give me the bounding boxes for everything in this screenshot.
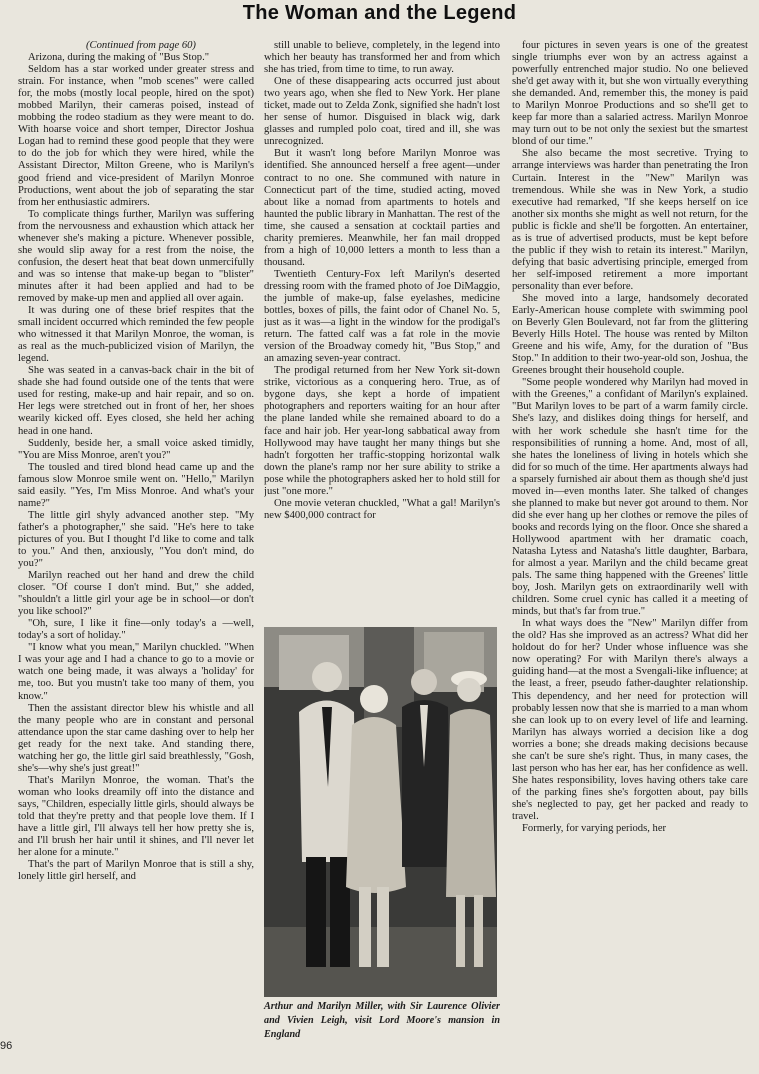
paragraph: Then the assistant director blew his whistle and all the many people who are in constant and personal attendance upon the star came dashing over to help her get ready for the next take. And standing there, watching her go, the little girl said breathlessly, "Gosh, she's—why she's just great!" [18,702,254,774]
paragraph: The little girl shyly advanced another step. "My father's a photographer," she said. "He's here to take pictures of you. But I thought I'd like to come and talk to you." And then, anxiously, "You don't mind, do you?" [18,509,254,570]
column-3 [512,40,748,1060]
paragraph: "I know what you mean," Marilyn chuckled. "When I was your age and I had a chance to go to a movie or watch one being made, it was always a 'holiday' for me, too. But you mustn't take too many of them, you know." [18,642,254,702]
paragraph: In what ways does the "New" Marilyn differ from the old? Has she improved as an actress? What did her holdout do for her? Under whose influence was she now operating? For with Marilyn there's always a guiding hand—at the most a Svengali-like influence; at the least, a freer, pseudo father-daughter relationship. This dependency, and her need for protection will probably lessen now that she is married to a man whom she can look up to on every level of life and learning. Marilyn has always worried a decision like a dog worries a bone; she dreads making decisions because she can't be sure she's right. Thus, in many cases, the last person who has her ear, has her confidence as well. She hates responsibility, loves having others take care of the parking fines she's forgotten about, pay bills she's neglected to pay, get her packed and ready to travel. [512,618,748,822]
paragraph: Suddenly, beside her, a small voice asked timidly, "You are Miss Monroe, aren't you?" [18,437,254,461]
photograph [264,627,497,997]
paragraph: She moved into a large, handsomely decorated Early-American house complete with swimming pool on Beverly Glen Boulevard, not far from the glittering Beverly Hills Hotel. The house was rented by Milton Greene and his wife, Amy, for the duration of "Bus Stop." In addition to their two-year-old son, Joshua, the Greenes brought their household couple. [512,292,748,377]
paragraph: "Oh, sure, I like it fine—only today's a —well, today's a sort of holiday." [18,618,254,642]
page-title: The Woman and the Legend [242,2,517,24]
paragraph: It was during one of these brief respites that the small incident occurred which reminded the few people who witnessed it that Marilyn Monroe, the woman, is as real as the much-publicized vision of Marilyn, the legend. [18,305,254,365]
paragraph: The tousled and tired blond head came up and the famous slow Monroe smile went on. "Hello," Marilyn said easily. "Yes, I'm Miss Monroe. And what's your name?" [18,461,254,509]
paragraph: Marilyn reached out her hand and drew the child closer. "Of course I don't mind. But," she added, "shouldn't a little girl your age be in school—or don't you like school?" [18,570,254,618]
paragraph: To complicate things further, Marilyn was suffering from the nervousness and exhaustion which attack her whenever she's making a picture. Whenever possible, she would slip away for a rest from the noise, the confusion, the desert heat that beat down unmercifully and was so intense that make-up began to "blister" minutes after it had been applied and had to be removed by make-up men and applied all over again. [18,208,254,304]
paragraph: Formerly, for varying periods, her [522,823,667,835]
photo-illustration [264,627,497,997]
paragraph: That's the part of Marilyn Monroe that is still a shy, lonely little girl herself, and [18,859,254,883]
photo-caption: Arthur and Marilyn Miller, with Sir Laurence Olivier and Vivien Leigh, visit Lord Moore's mansion in England [264,1001,500,1040]
paragraph: "Some people wondered why Marilyn had moved in with the Greenes," a confidant of Marilyn's explained. "But Marilyn loves to be part of a warm family circle. She's lazy, and dislikes doing things for herself, and with her work schedule she hasn't time for the responsibilities of running a home. And, most of all, she hates the loneliness of living in hotels which she did for so much of the time. Her apartments always had a sparsely furnished air about them as though she'd just moved in—even months later. She talked of changes she planned to make but never got around to them. Nor did she ever hang up her clothes or remove the piles of books and records lying on the floor. Once she shared a Hollywood apartment with her dramatic coach, Natasha Lytess and Natasha's little daughter, Barbara, for almost a year. Marilyn and the child became great pals. The same thing happened with the Greenes' little boy, Josh. Marilyn gets on extraordinarily well with children. Some cruel cynic has called it a meeting of minds, but that's far from true." [512,377,748,618]
paragraph: Twentieth Century-Fox left Marilyn's deserted dressing room with the framed photo of Joe DiMaggio, the jumble of make-up, false eyelashes, medicine bottles, boxes of pills, the faint odor of Chanel No. 5, just as it was—a light in the window for the prodigal's return. The fatted calf was a fat role in the movie version of the Broadway comedy hit, "Bus Stop," and an amazing seven-year contract. [264,268,500,365]
column-1 [18,40,254,1055]
column-2 [264,40,500,620]
paragraph: still unable to believe, completely, in the legend into which her beauty has transformed her and from which she has tried, from time to time, to run away. [264,40,500,76]
paragraph: Arizona, during the making of "Bus Stop." [28,52,210,64]
paragraph: One of these disappearing acts occurred just about two years ago, when she fled to New York. Her plane ticket, made out to Zelda Zonk, signified she hadn't lost her sense of humor. Disguised in black wig, dark glasses and rumpled polo coat, tired and ill, she was unrecognized. [264,76,500,148]
paragraph: She was seated in a canvas-back chair in the bit of shade she had found outside one of the tents that were used for resting, make-up and hair repair, and so on. Her legs were stretched out in front of her, her shoes wearily kicked off. Eyes closed, she held her aching head in one hand. [18,365,254,437]
paragraph: Seldom has a star worked under greater stress and strain. For instance, when "mob scenes" were called for, the mobs (mostly local people, hired on the spot) mobbed Marilyn, their cameras poised, instead of mobbing the rodeo stadium as they were meant to do. With hoarse voice and short temper, Director Joshua Logan had to remind these good people that they were to do the job for which they were hired, while the Assistant Director, Milton Greene, who is Marilyn's good friend and vice-president of Marilyn Monroe Productions, went about the job of separating the star from her enthusiastic admirers. [18,64,254,208]
paragraph: The prodigal returned from her New York sit-down strike, victorious as a conquering hero. True, as of bygone days, she kept a horde of impatient photographers and reporters waiting for an hour after the plane landed while she remained aboard to do a face and hair job. Her year-long sabbatical away from Hollywood may have taught her many things but she hadn't forgotten her traffic-stopping horizontal walk down the plane's ramp nor her sure ability to strike a pose while the photographers asked her to hold still for just "one more." [264,365,500,497]
continued-note: (Continued from page 60) [86,40,196,51]
paragraph: four pictures in seven years is one of the greatest single triumphs ever won by an actress against a powerfully entrenched major studio. No one believed she'd get away with it, but she won virtually everything she demanded. And, remember this, the money is paid to Marilyn Monroe Productions and so she'll get to keep far more than a salaried actress. Marilyn Monroe may turn out to be not only the sexiest but the smartest blond of our time." [512,40,748,148]
paragraph: She also became the most secretive. Trying to arrange interviews was harder than penetrating the Iron Curtain. Interest in the "New" Marilyn was tremendous. While she was in New York, a studio executive had remarked, "If she keeps herself on ice another six months she might as well not return, for the public is fickle and she'll be forgotten. An entertainer, as is true of advertised products, must be kept before the public if they wish to retain its interest." Marilyn, defying that basic advertising principle, emerged from her self-imposed retirement a more important personality than ever before. [512,148,748,292]
paragraph: But it wasn't long before Marilyn Monroe was identified. She announced herself a free agent—under contract to no one. She communed with nature in Connecticut part of the time, studied acting, moved about like a nomad from apartments to hotels and haunted the public library in Manhattan. The rest of the time, she caused a sensation at cocktail parties and charity premieres. Meanwhile, her fan mail dropped from a high of 10,000 letters a month to less than a thousand. [264,148,500,268]
paragraph: That's Marilyn Monroe, the woman. That's the woman who looks dreamily off into the distance and says, "Children, especially little girls, should always be told that they're pretty and that people love them. If I have a little girl, I'll always tell her how pretty she is, and I'll brush her hair until it shines, and I'll never let her alone for a minute." [18,774,254,859]
page-number: 96 [0,1040,13,1052]
paragraph: One movie veteran chuckled, "What a gal! Marilyn's new $400,000 contract for [264,497,500,521]
